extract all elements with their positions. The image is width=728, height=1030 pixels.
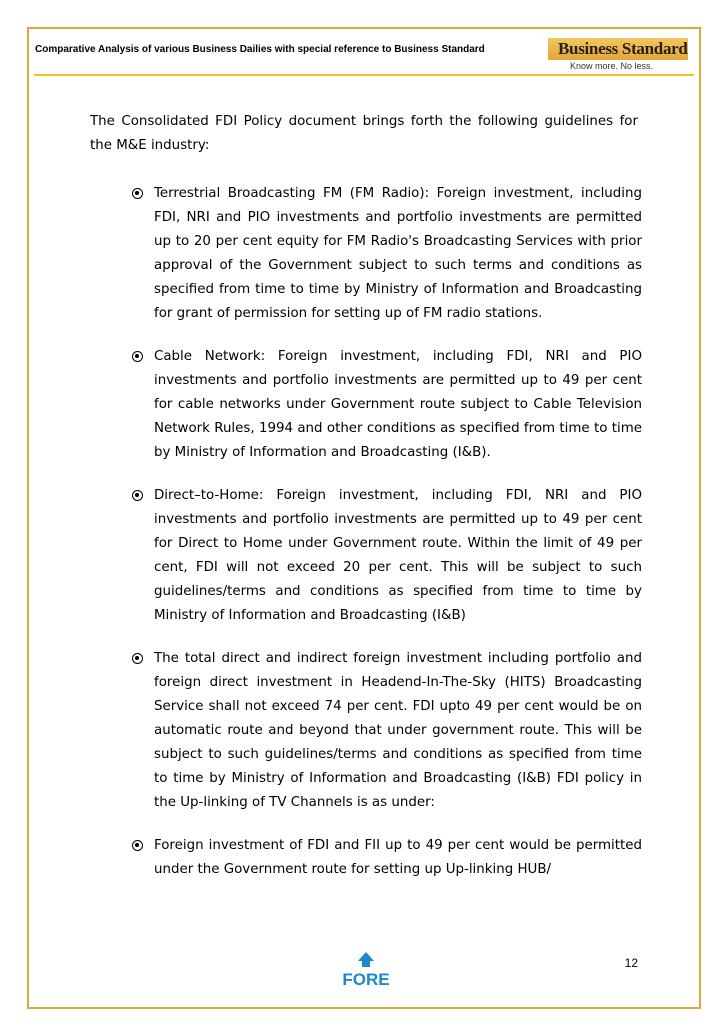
logo-arrow-icon [358,952,374,961]
list-item-text: Foreign investment of FDI and FII up to 49 per cent would be permitted under the Government route for setting up Up-linking HUB/ [154,838,642,877]
list-item [132,345,642,465]
bullet-icon [132,653,143,664]
list-item-text: Direct–to-Home: Foreign investment, including FDI, NRI and PIO investments and portfolio investments are permitted up to 49 per cent for Direct to Home under Government route. Within the limit of 49 per cent, FDI will not exceed 20 per cent. This will be subject to such guidelines/terms and conditions as specified from time to time by Ministry of Information and Broadcasting (I&B) [154,488,642,623]
intro-paragraph: The Consolidated FDI Policy document brings forth the following guidelines for the M&E industry: [90,114,638,153]
header-rule [34,74,694,76]
list-item [132,484,642,628]
logo-name: Business Standard [558,39,688,58]
bullet-icon [132,188,143,199]
list-item-text: The total direct and indirect foreign investment including portfolio and foreign direct investment in Headend-In-The-Sky (HITS) Broadcasting Service shall not exceed 74 per cent. FDI upto 49 per cent would be on automatic route and beyond that under government route. This will be subject to such guidelines/terms and conditions as specified from time to time by Ministry of Information and Broadcasting (I&B) FDI policy in the Up-linking of TV Channels is as under: [154,651,642,810]
list-item [132,834,642,882]
guidelines-list [132,182,642,901]
logo-tagline: Know more. No less. [570,61,654,71]
bullet-icon [132,490,143,501]
logo-text: FORE [342,970,390,988]
bullet-icon [132,840,143,851]
bullet-icon [132,351,143,362]
fore-logo [338,952,394,988]
list-item [132,647,642,815]
list-item-text: Cable Network: Foreign investment, including FDI, NRI and PIO investments and portfolio investments are permitted up to 49 per cent for cable networks under Government route subject to Cable Television Network Rules, 1994 and other conditions as specified from time to time by Ministry of Information and Broadcasting (I&B). [154,349,642,460]
header-title: Comparative Analysis of various Business Dailies with special reference to Business Standard [35,44,485,55]
list-item-text: Terrestrial Broadcasting FM (FM Radio): Foreign investment, including FDI, NRI and PIO investments and portfolio investments are permitted up to 20 per cent equity for FM Radio's Broadcasting Services with prior approval of the Government subject to such terms and conditions as specified from time to time by Ministry of Information and Broadcasting for grant of permission for setting up of FM radio stations. [154,186,642,321]
list-item [132,182,642,326]
page-number: 12 [624,956,638,970]
business-standard-logo [548,38,690,72]
